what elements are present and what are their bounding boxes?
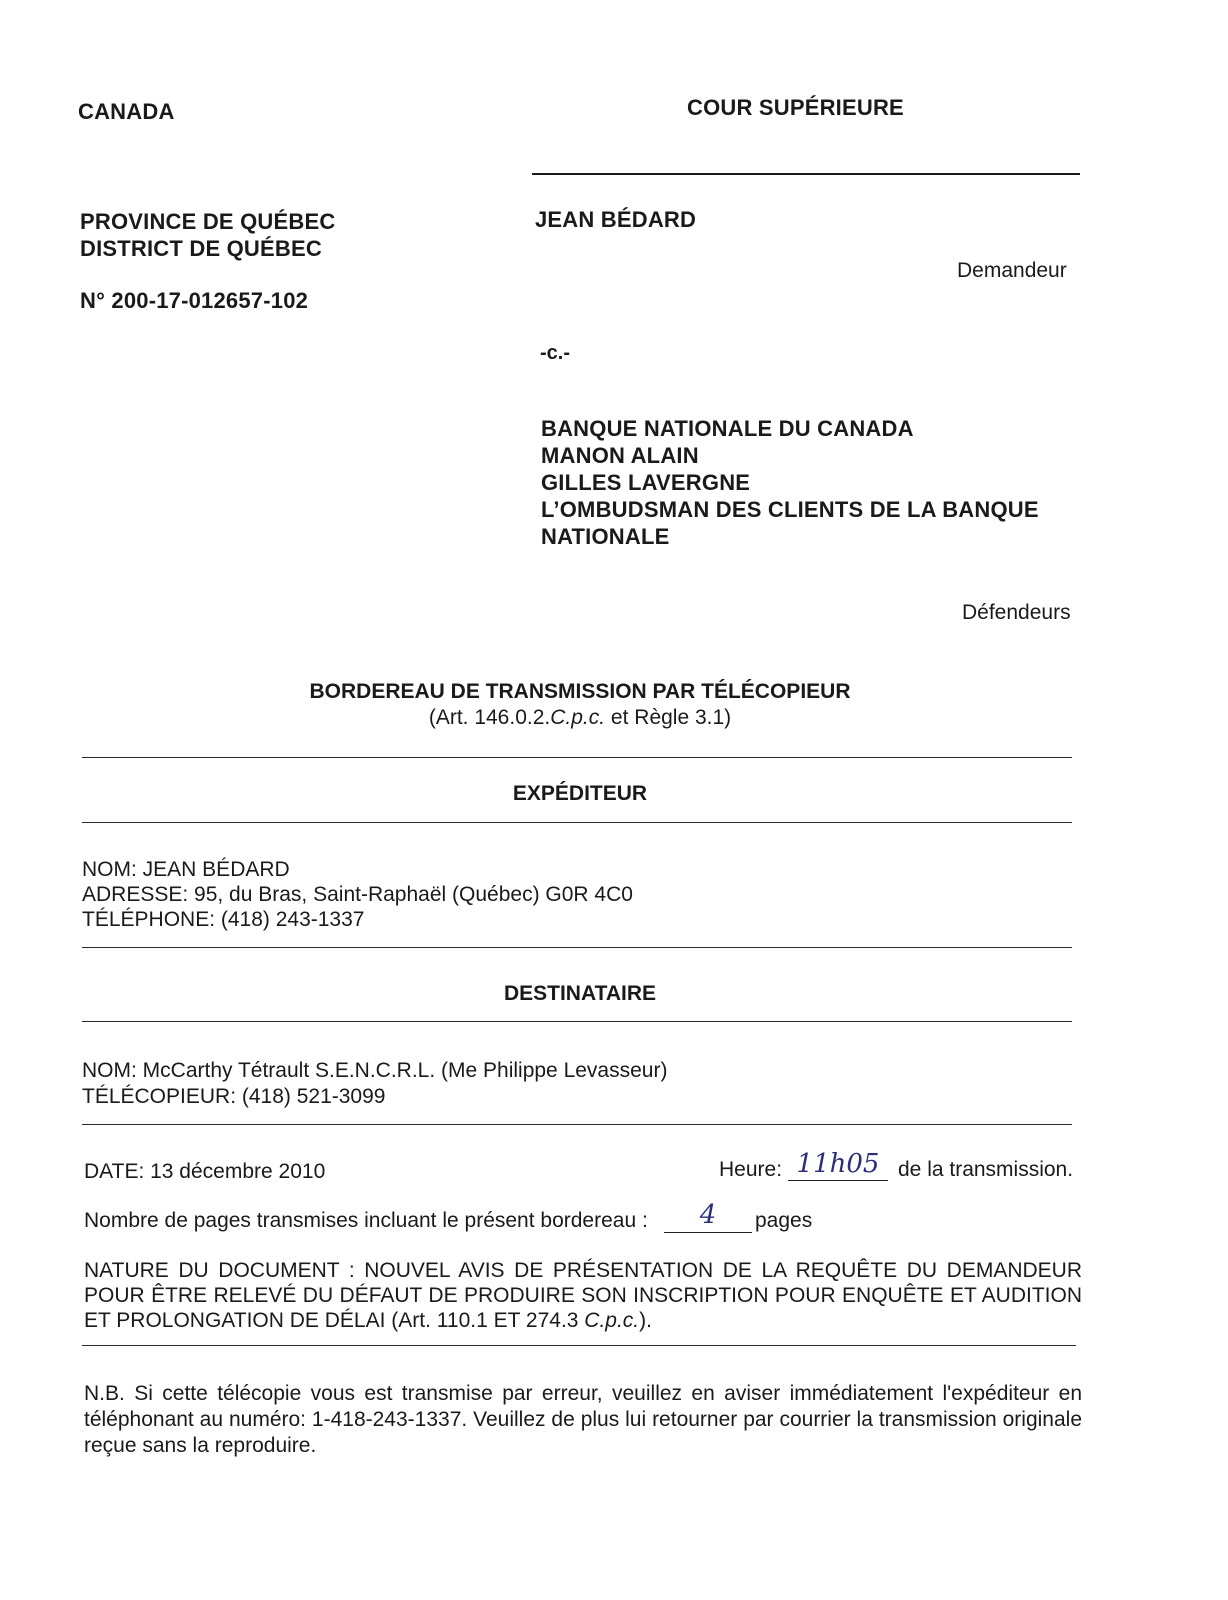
divider bbox=[82, 1124, 1072, 1125]
divider bbox=[82, 947, 1072, 948]
document-title: BORDEREAU DE TRANSMISSION PAR TÉLÉCOPIEUR bbox=[309, 680, 851, 703]
sender-phone: TÉLÉPHONE: (418) 243-1337 bbox=[82, 908, 365, 931]
transmission-date: DATE: 13 décembre 2010 bbox=[84, 1160, 326, 1183]
time-label: Heure: bbox=[719, 1158, 783, 1181]
pages-value: 4 bbox=[664, 1198, 752, 1233]
recipient-fax: TÉLÉCOPIEUR: (418) 521-3099 bbox=[82, 1085, 386, 1108]
sender-address: ADRESSE: 95, du Bras, Saint-Raphaël (Québec) G0R 4C0 bbox=[82, 883, 633, 906]
divider bbox=[82, 757, 1072, 758]
sender-name: NOM: JEAN BÉDARD bbox=[82, 858, 290, 881]
document-nature: NATURE DU DOCUMENT : NOUVEL AVIS DE PRÉSENTATION DE LA REQUÊTE DU DEMANDEUR POUR ÊTRE RELEVÉ DU DÉFAUT DE PRODUIRE SON INSCRIPTION POUR ENQUÊTE ET AUDITION ET PROLONGATION DE DÉLAI (Art. 110.1 ET 274.3 C.p.c.). bbox=[84, 1259, 1082, 1332]
divider bbox=[82, 1021, 1072, 1022]
defendant-1: BANQUE NATIONALE DU CANADA bbox=[541, 416, 914, 441]
defendant-3: GILLES LAVERGNE bbox=[541, 470, 751, 495]
defendant-4: L’OMBUDSMAN DES CLIENTS DE LA BANQUE bbox=[541, 497, 1039, 522]
defendant-2: MANON ALAIN bbox=[541, 443, 699, 468]
time-value: 11h05 bbox=[788, 1148, 888, 1181]
court-divider bbox=[532, 173, 1080, 175]
defendant-4-cont: NATIONALE bbox=[541, 524, 670, 549]
error-notice: N.B. Si cette télécopie vous est transmise par erreur, veuillez en aviser immédiatement l'expéditeur en téléphonant au numéro: 1-418-243-1337. Veuillez de plus lui retourner par courrier la transmission originale reçue sans la reproduire. bbox=[84, 1382, 1082, 1457]
plaintiff-name: JEAN BÉDARD bbox=[535, 207, 697, 232]
recipient-heading: DESTINATAIRE bbox=[503, 982, 657, 1005]
sender-heading: EXPÉDITEUR bbox=[512, 782, 648, 805]
country-heading: CANADA bbox=[78, 99, 175, 124]
time-suffix: de la transmission. bbox=[898, 1158, 1074, 1181]
divider bbox=[82, 822, 1072, 823]
district-label: DISTRICT DE QUÉBEC bbox=[80, 236, 322, 261]
plaintiff-role: Demandeur bbox=[957, 259, 1067, 282]
court-heading: COUR SUPÉRIEURE bbox=[687, 95, 904, 120]
pages-label: Nombre de pages transmises incluant le présent bordereau : bbox=[84, 1209, 648, 1232]
province-label: PROVINCE DE QUÉBEC bbox=[80, 209, 336, 234]
defendant-role: Défendeurs bbox=[962, 601, 1071, 624]
versus-label: -c.- bbox=[540, 342, 570, 364]
divider bbox=[82, 1345, 1076, 1346]
recipient-name: NOM: McCarthy Tétrault S.E.N.C.R.L. (Me Philippe Levasseur) bbox=[82, 1059, 668, 1082]
file-number: N° 200-17-012657-102 bbox=[80, 288, 309, 313]
pages-suffix: pages bbox=[755, 1209, 813, 1232]
document-subtitle: (Art. 146.0.2.C.p.c. et Règle 3.1) bbox=[428, 706, 732, 729]
